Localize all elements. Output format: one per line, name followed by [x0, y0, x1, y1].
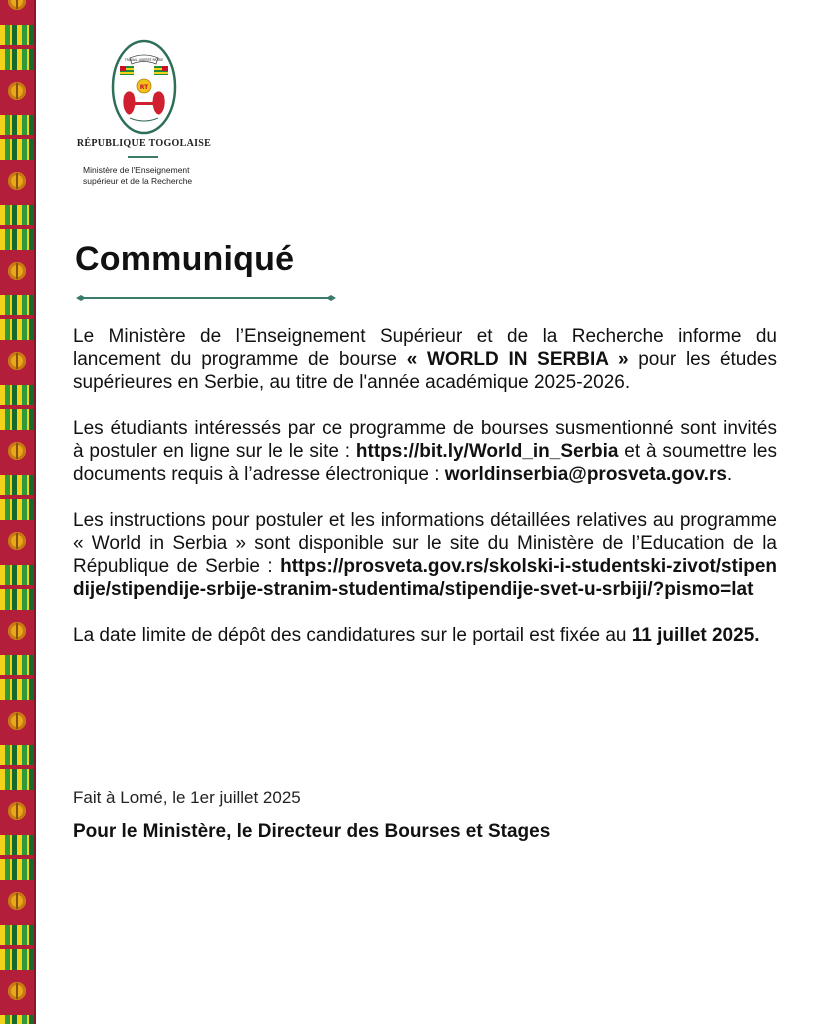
border-tile: [0, 0, 34, 70]
signature-line: Pour le Ministère, le Directeur des Bourses et Stages: [73, 821, 551, 842]
gold-medallion-icon: [8, 442, 26, 460]
gold-medallion-icon: [8, 532, 26, 550]
header-divider: [128, 156, 158, 158]
ministry-line-2: supérieur et de la Recherche: [83, 176, 193, 186]
communique-body: [73, 325, 777, 670]
border-tile: [0, 880, 34, 970]
country-name: RÉPUBLIQUE TOGOLAISE: [76, 138, 212, 149]
gold-medallion-icon: [8, 82, 26, 100]
gold-medallion-icon: [8, 802, 26, 820]
gold-medallion-icon: [8, 892, 26, 910]
border-tile: [0, 430, 34, 520]
emblem-motto: TRAVAIL LIBERTÉ PATRIE: [124, 58, 164, 62]
border-tile: [0, 340, 34, 430]
gold-medallion-icon: [8, 712, 26, 730]
gold-medallion-icon: [8, 352, 26, 370]
paragraph-announcement: Le Ministère de l’Enseignement Supérieur et de la Recherche informe du lancement du programme de bourse « WORLD IN SERBIA » pour les études supérieures en Serbie, au titre de l'année académique 2025-2026.: [73, 326, 777, 393]
page-title: Communiqué: [75, 240, 295, 278]
border-tile: [0, 250, 34, 340]
border-tile: [0, 790, 34, 880]
program-name: « WORLD IN SERBIA »: [406, 349, 629, 370]
border-tile: [0, 520, 34, 610]
decorative-border-strip: [0, 0, 34, 1024]
border-tile: [0, 700, 34, 790]
gold-medallion-icon: [8, 622, 26, 640]
place-and-date: Fait à Lomé, le 1er juillet 2025: [73, 788, 301, 807]
emblem-initials: RT: [139, 84, 149, 91]
gold-medallion-icon: [8, 172, 26, 190]
gold-medallion-icon: [8, 262, 26, 280]
deadline-date: 11 juillet 2025.: [631, 625, 760, 646]
gold-medallion-icon: [8, 982, 26, 1000]
application-link[interactable]: https://bit.ly/World_in_Serbia: [355, 441, 619, 462]
ministry-name: [83, 165, 223, 187]
title-divider: [76, 294, 336, 302]
border-tile: [0, 610, 34, 700]
email-address[interactable]: worldinserbia@prosveta.gov.rs: [444, 464, 727, 485]
coat-of-arms-emblem: [110, 38, 178, 136]
ministry-website-link[interactable]: https://prosveta.gov.rs/skolski-i-studentski-zivot/stipendije/stipendije-srbije-stranim-studentima/stipendije-svet-u-srbiji/?pismo=lat: [73, 556, 777, 600]
paragraph-instructions: Les instructions pour postuler et les informations détaillées relatives au programme « World in Serbia » sont disponible sur le site du Ministère de l’Education de la République de Serbie : https://prosveta.gov.rs/skolski-i-studentski-zivot/stipendije/stipendije-srbije-stranim-studentima/stipendije-svet-u-srbiji/?pismo=lat: [73, 510, 777, 600]
border-tile: [0, 970, 34, 1024]
ministry-line-1: Ministère de l'Enseignement: [83, 165, 190, 175]
border-tile: [0, 70, 34, 160]
border-edge: [34, 0, 36, 1024]
border-tile: [0, 160, 34, 250]
paragraph-deadline: La date limite de dépôt des candidatures sur le portail est fixée au 11 juillet 2025.: [73, 625, 760, 646]
paragraph-application: Les étudiants intéressés par ce programme de bourses susmentionné sont invités à postuler en ligne sur le le site : https://bit.ly/World_in_Serbia et à soumettre les documents requis à l’adresse électronique : worldinserbia@prosveta.gov.rs.: [73, 418, 778, 485]
